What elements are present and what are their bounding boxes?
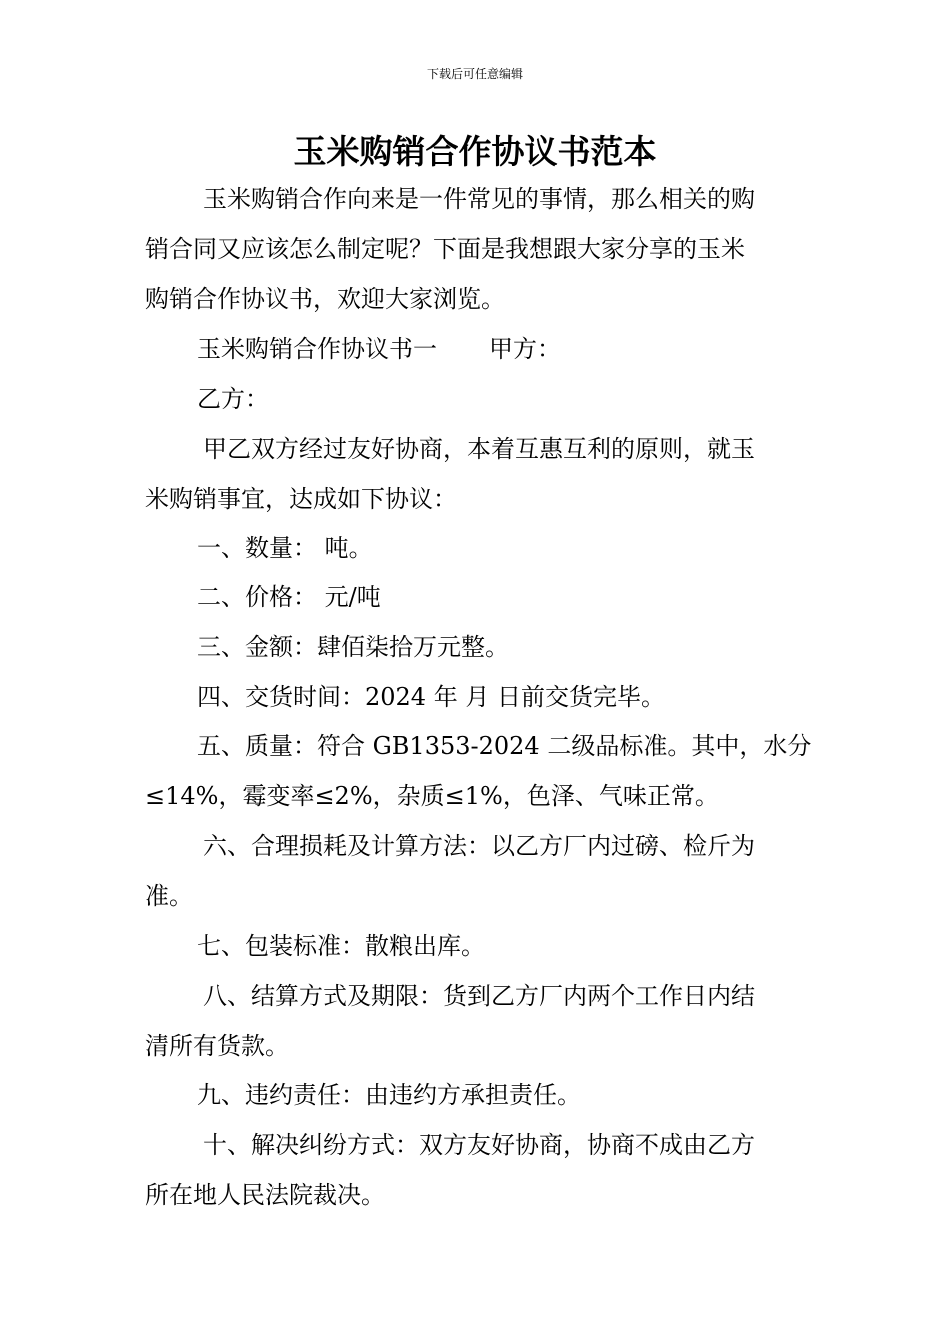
clause-7 bbox=[145, 921, 810, 971]
clause-2-text: 二、价格： 元/吨 bbox=[197, 583, 381, 611]
document-title: 玉米购销合作协议书范本 bbox=[293, 132, 657, 171]
clause-9 bbox=[145, 1070, 810, 1120]
party-a-label: 甲方： bbox=[489, 335, 561, 363]
clause-5-line: ≤14%，霉变率≤2%，杂质≤1%，色泽、气味正常。 bbox=[145, 782, 719, 810]
clause-6-line: 六、合理损耗及计算方法：以乙方厂内过磅、检斤为 bbox=[203, 832, 755, 860]
clause-10-line: 十、解决纠纷方式：双方友好协商，协商不成由乙方 bbox=[203, 1131, 755, 1159]
clause-3 bbox=[145, 622, 810, 672]
agreement-heading-line bbox=[145, 324, 810, 374]
intro-line: 玉米购销合作向来是一件常见的事情，那么相关的购 bbox=[203, 185, 755, 213]
clause-10 bbox=[145, 1120, 810, 1220]
preamble-line: 甲乙双方经过友好协商，本着互惠互利的原则，就玉 bbox=[203, 435, 755, 463]
clause-7-text: 七、包装标准：散粮出库。 bbox=[197, 932, 485, 960]
clause-4 bbox=[145, 672, 810, 722]
clause-6 bbox=[145, 821, 810, 921]
clause-5-line: 五、质量：符合 GB1353-2024 二级品标准。其中，水分 bbox=[197, 732, 812, 760]
header-note: 下载后可任意编辑 bbox=[426, 67, 523, 81]
intro-paragraph bbox=[145, 174, 810, 324]
clause-5 bbox=[145, 721, 810, 821]
clause-4-text: 四、交货时间：2024 年 月 日前交货完毕。 bbox=[197, 683, 665, 711]
intro-line: 购销合作协议书，欢迎大家浏览。 bbox=[145, 285, 505, 313]
party-b-label: 乙方： bbox=[197, 385, 269, 413]
clause-2 bbox=[145, 572, 810, 622]
clause-3-text: 三、金额：肆佰柒拾万元整。 bbox=[197, 633, 509, 661]
preamble-line: 米购销事宜，达成如下协议： bbox=[145, 485, 457, 513]
clause-6-line: 准。 bbox=[145, 882, 193, 910]
clause-8-line: 八、结算方式及期限：货到乙方厂内两个工作日内结 bbox=[203, 982, 755, 1010]
clause-8 bbox=[145, 971, 810, 1071]
party-b-paragraph bbox=[145, 374, 810, 424]
clause-1-text: 一、数量： 吨。 bbox=[197, 534, 373, 562]
agreement-heading: 玉米购销合作协议书一 bbox=[197, 335, 437, 363]
intro-line: 销合同又应该怎么制定呢？下面是我想跟大家分享的玉米 bbox=[145, 235, 745, 263]
clause-9-text: 九、违约责任：由违约方承担责任。 bbox=[197, 1081, 581, 1109]
preamble-paragraph bbox=[145, 424, 810, 524]
clause-10-line: 所在地人民法院裁决。 bbox=[145, 1181, 385, 1209]
clause-8-line: 清所有货款。 bbox=[145, 1032, 289, 1060]
clause-1 bbox=[145, 523, 810, 573]
